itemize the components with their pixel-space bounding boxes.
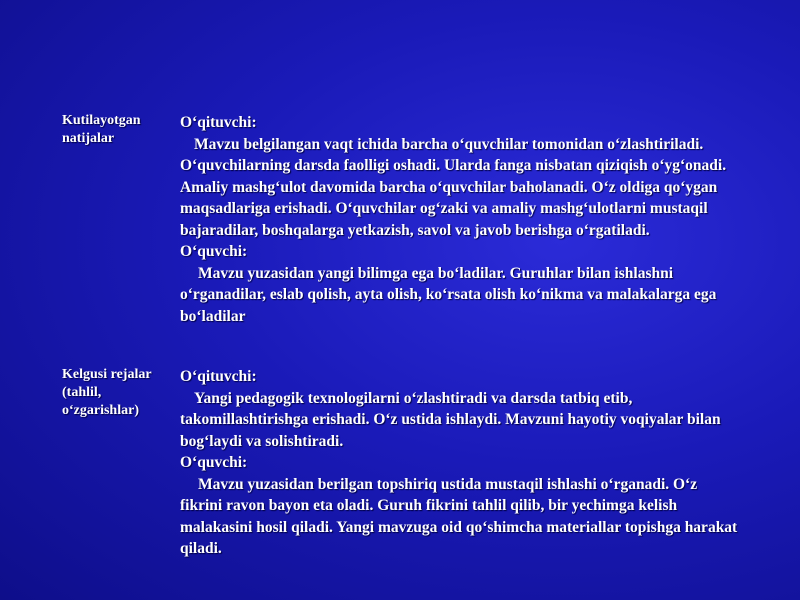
- student-heading: O‘quvchi:: [180, 454, 248, 471]
- row-label-future-plans: Kelgusi rejalar (tahlil, o‘zgarishlar): [62, 367, 152, 418]
- student-heading: O‘quvchi:: [180, 243, 248, 260]
- row-content-expected-results: [180, 112, 740, 327]
- row-content-future-plans: [180, 366, 740, 560]
- teacher-text: Mavzu belgilangan vaqt ichida barcha o‘quvchilar tomonidan o‘zlashtiriladi. O‘quvchilarning darsda faolligi oshadi. Ularda fanga nisbatan qiziqish o‘yg‘onadi. Amaliy mashg‘ulot davomida barcha o‘quvchilar baholanadi. O‘z oldiga qo‘ygan maqsadlariga erishadi. O‘quvchilar og‘zaki va amaliy mashg‘ulotlarni mustaqil bajaradilar, boshqalarga yetkazish, savol va javob berishga o‘rgatiladi.: [180, 135, 727, 239]
- teacher-heading: O‘qituvchi:: [180, 368, 257, 385]
- student-text: Mavzu yuzasidan berilgan topshiriq ustida mustaqil ishlashi o‘rganadi. O‘z fikrini ravon bayon eta oladi. Guruh fikrini tahlil qilib, bir yechimga kelish malakasini hosil qiladi. Yangi mavzuga oid qo‘shimcha materiallar topishga harakat qiladi.: [180, 475, 738, 557]
- row-label-expected-results: Kutilayotgan natijalar: [62, 113, 141, 146]
- student-text: Mavzu yuzasidan yangi bilimga ega bo‘ladilar. Guruhlar bilan ishlashni o‘rganadilar, eslab qolish, ayta olish, ko‘rsata olish ko‘nikma va malakalarga ega bo‘ladilar: [180, 264, 717, 325]
- teacher-text: Yangi pedagogik texnologilarni o‘zlashtiradi va darsda tatbiq etib, takomillashtirishga erishadi. O‘z ustida ishlaydi. Mavzuni hayotiy voqiyalar bilan bog‘laydi va solishtiradi.: [180, 389, 721, 450]
- teacher-heading: O‘qituvchi:: [180, 114, 257, 131]
